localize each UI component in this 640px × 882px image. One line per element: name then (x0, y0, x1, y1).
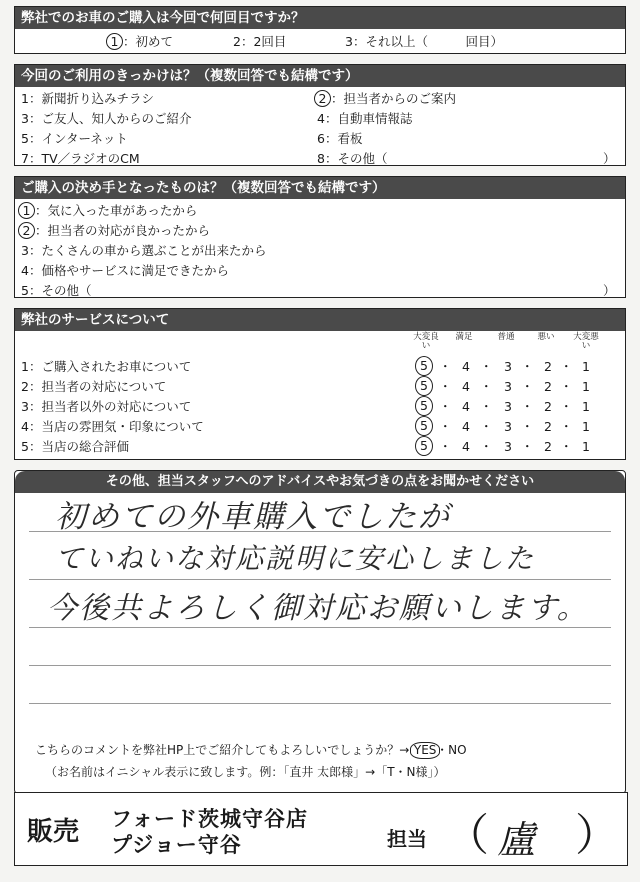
rating-row (15, 437, 625, 457)
q2-option-8-number: 8 (317, 151, 325, 166)
rating-separator: ・ (480, 379, 493, 394)
rating-option-1[interactable]: 1 (582, 359, 590, 374)
q1-option-3-number: 3 (345, 34, 353, 49)
q3-option-2-number: 2 (18, 222, 35, 239)
handwritten-line-2: ていねいな対応説明に安心しました (55, 542, 536, 575)
sales-label: 販売 (27, 817, 80, 847)
q2-option-8[interactable] (317, 149, 387, 169)
q2-row-4 (15, 149, 625, 169)
q5-header: その他、担当スタッフへのアドバイスやお気づきの点をお聞かせください (15, 471, 625, 493)
q2-row-1 (15, 89, 625, 109)
q3-option-2[interactable] (15, 221, 625, 241)
q1-option-1-number: 1 (106, 33, 123, 50)
scale-label-4: 満足 (455, 332, 473, 342)
staff-name: 盧 (497, 818, 536, 862)
rating-option-4[interactable]: 4 (462, 399, 470, 414)
q2-option-3-label: ：ご友人、知人からのご紹介 (28, 111, 192, 126)
rating-row (15, 417, 625, 437)
rating-separator: ・ (521, 359, 534, 374)
rating-separator: ・ (480, 399, 493, 414)
shop-box (14, 792, 628, 866)
staff-open-paren: （ (445, 810, 489, 861)
rating-separator: ・ (439, 379, 452, 394)
q3-option-1[interactable] (15, 201, 625, 221)
q2-option-7[interactable] (21, 149, 140, 169)
rating-separator: ・ (560, 359, 573, 374)
q2-option-4-number: 4 (317, 111, 325, 126)
q2-option-5-number: 5 (21, 131, 29, 146)
rating-option-2[interactable]: 2 (544, 439, 552, 454)
q1-option-2[interactable] (233, 32, 286, 52)
writing-line (29, 665, 611, 666)
rating-separator: ・ (560, 379, 573, 394)
rating-option-5[interactable]: 5 (415, 436, 433, 456)
q3-option-5-number: 5 (21, 283, 29, 298)
q2-option-6[interactable] (317, 129, 362, 149)
q2-option-6-label: ：看板 (324, 131, 363, 146)
staff-label: 担当 (387, 827, 427, 851)
q4-section (14, 308, 626, 460)
rating-option-4[interactable]: 4 (462, 419, 470, 434)
q3-section (14, 176, 626, 298)
writing-line (29, 703, 611, 704)
rating-separator: ・ (439, 399, 452, 414)
q1-option-3[interactable] (345, 32, 503, 52)
rating-option-5[interactable]: 5 (415, 356, 433, 376)
q2-option-6-number: 6 (317, 131, 325, 146)
rating-separator: ・ (521, 419, 534, 434)
rating-separator: ・ (439, 359, 452, 374)
scale-label-2: 悪い (537, 332, 555, 342)
consent-question: こちらのコメントを弊社HP上でご紹介してもよろしいでしょうか？→ (35, 743, 410, 757)
rating-item-label: 1：ご購入されたお車について (21, 359, 192, 374)
rating-option-1[interactable]: 1 (582, 419, 590, 434)
q2-option-7-label: ：TV／ラジオのCM (28, 151, 140, 166)
q2-option-4[interactable] (317, 109, 412, 129)
q3-option-2-label: ：担当者の対応が良かったから (34, 223, 210, 238)
rating-row (15, 377, 625, 397)
q3-option-3-number: 3 (21, 243, 29, 258)
q1-options (15, 32, 625, 52)
q3-option-5-label: ：その他（ (28, 283, 92, 298)
rating-option-5[interactable]: 5 (415, 416, 433, 436)
rating-item-label: 5：当店の総合評価 (21, 439, 129, 454)
consent-separator: ・ (436, 743, 449, 757)
scale-label-1: 大変悪い (573, 332, 599, 351)
q2-option-2[interactable] (317, 89, 456, 109)
q1-section (14, 6, 626, 54)
consent-no[interactable]: NO (448, 743, 467, 757)
rating-separator: ・ (560, 439, 573, 454)
rating-separator: ・ (521, 439, 534, 454)
q3-option-3[interactable] (15, 241, 625, 261)
q5-section (14, 470, 626, 794)
rating-item-label: 4：当店の雰囲気・印象について (21, 419, 204, 434)
q1-option-3-label: ：それ以上（ 回目） (352, 34, 503, 49)
shop-name-1: フォード茨城守谷店 (111, 807, 308, 831)
q3-option-1-label: ：気に入った車があったから (34, 203, 198, 218)
rating-separator: ・ (480, 419, 493, 434)
q2-option-1-label: ：新聞折り込みチラシ (28, 91, 154, 106)
q2-option-2-label: ：担当者からのご案内 (330, 91, 456, 106)
q3-option-4[interactable] (15, 261, 625, 281)
rating-option-2[interactable]: 2 (544, 399, 552, 414)
writing-line (29, 627, 611, 628)
rating-item-label: 2：担当者の対応について (21, 379, 167, 394)
rating-option-3[interactable]: 3 (504, 399, 512, 414)
rating-option-2[interactable]: 2 (544, 379, 552, 394)
q1-option-2-label: ：2回目 (240, 34, 287, 49)
q2-option-8-label: ：その他（ (324, 151, 388, 166)
q2-option-4-label: ：自動車情報誌 (324, 111, 413, 126)
q3-option-4-number: 4 (21, 263, 29, 278)
q2-option-3-number: 3 (21, 111, 29, 126)
rating-option-3[interactable]: 3 (504, 439, 512, 454)
q1-option-1-label: ：初めて (122, 34, 173, 49)
rating-option-3[interactable]: 3 (504, 419, 512, 434)
rating-row (15, 357, 625, 377)
q3-header: ご購入の決め手となったものは？（複数回答でも結構です） (15, 177, 625, 199)
rating-option-3[interactable]: 3 (504, 359, 512, 374)
q3-option-4-label: ：価格やサービスに満足できたから (28, 263, 229, 278)
q2-close-paren: ） (603, 151, 616, 166)
q2-section (14, 64, 626, 166)
q2-option-3[interactable] (21, 109, 191, 129)
rating-option-3[interactable]: 3 (504, 379, 512, 394)
rating-item-label: 3：担当者以外の対応について (21, 399, 192, 414)
scale-label-5: 大変良い (413, 332, 439, 351)
rating-option-1[interactable]: 1 (582, 379, 590, 394)
q2-option-2-number: 2 (314, 90, 331, 107)
rating-option-1[interactable]: 1 (582, 439, 590, 454)
rating-option-2[interactable]: 2 (544, 419, 552, 434)
q2-option-1-number: 1 (21, 91, 29, 106)
q1-option-2-number: 2 (233, 34, 241, 49)
consent-question-row (35, 741, 467, 759)
scale-label-3: 普通 (497, 332, 515, 342)
rating-separator: ・ (560, 399, 573, 414)
q3-option-3-label: ：たくさんの車から選ぶことが出来たから (28, 243, 267, 258)
q2-option-1[interactable] (21, 89, 154, 109)
q1-option-1[interactable] (109, 32, 173, 52)
rating-separator: ・ (480, 359, 493, 374)
rating-option-4[interactable]: 4 (462, 359, 470, 374)
rating-separator: ・ (521, 399, 534, 414)
rating-option-2[interactable]: 2 (544, 359, 552, 374)
survey-sheet (14, 6, 626, 794)
q2-header: 今回のご利用のきっかけは？（複数回答でも結構です） (15, 65, 625, 87)
q4-header: 弊社のサービスについて (15, 309, 625, 331)
rating-separator: ・ (521, 379, 534, 394)
staff-close-paren: ） (575, 810, 619, 861)
rating-option-1[interactable]: 1 (582, 399, 590, 414)
rating-separator: ・ (480, 439, 493, 454)
rating-option-5[interactable]: 5 (415, 376, 433, 396)
q2-option-7-number: 7 (21, 151, 29, 166)
rating-separator: ・ (560, 419, 573, 434)
q2-option-5-label: ：インターネット (28, 131, 128, 146)
handwritten-line-1: 初めての外車購入でしたが (55, 499, 451, 535)
shop-name-2: プジョー守谷 (111, 833, 242, 857)
q3-option-5[interactable] (15, 281, 625, 301)
consent-yes[interactable]: YES (410, 742, 440, 759)
q3-close-paren: ） (603, 283, 616, 298)
rating-option-4[interactable]: 4 (462, 379, 470, 394)
handwritten-line-3: 今後共よろしく御対応お願いします。 (47, 591, 589, 626)
writing-line (29, 579, 611, 580)
q2-row-3 (15, 129, 625, 149)
q1-header: 弊社でのお車のご購入は今回で何回目ですか？ (15, 7, 625, 29)
q2-row-2 (15, 109, 625, 129)
q3-option-1-number: 1 (18, 202, 35, 219)
rating-option-4[interactable]: 4 (462, 439, 470, 454)
q2-option-5[interactable] (21, 129, 128, 149)
rating-separator: ・ (439, 419, 452, 434)
rating-row (15, 397, 625, 417)
rating-separator: ・ (439, 439, 452, 454)
rating-option-5[interactable]: 5 (415, 396, 433, 416)
consent-note: （お名前はイニシャル表示に致します。例：「直井 太郎様」→「T・N様」） (45, 765, 446, 779)
